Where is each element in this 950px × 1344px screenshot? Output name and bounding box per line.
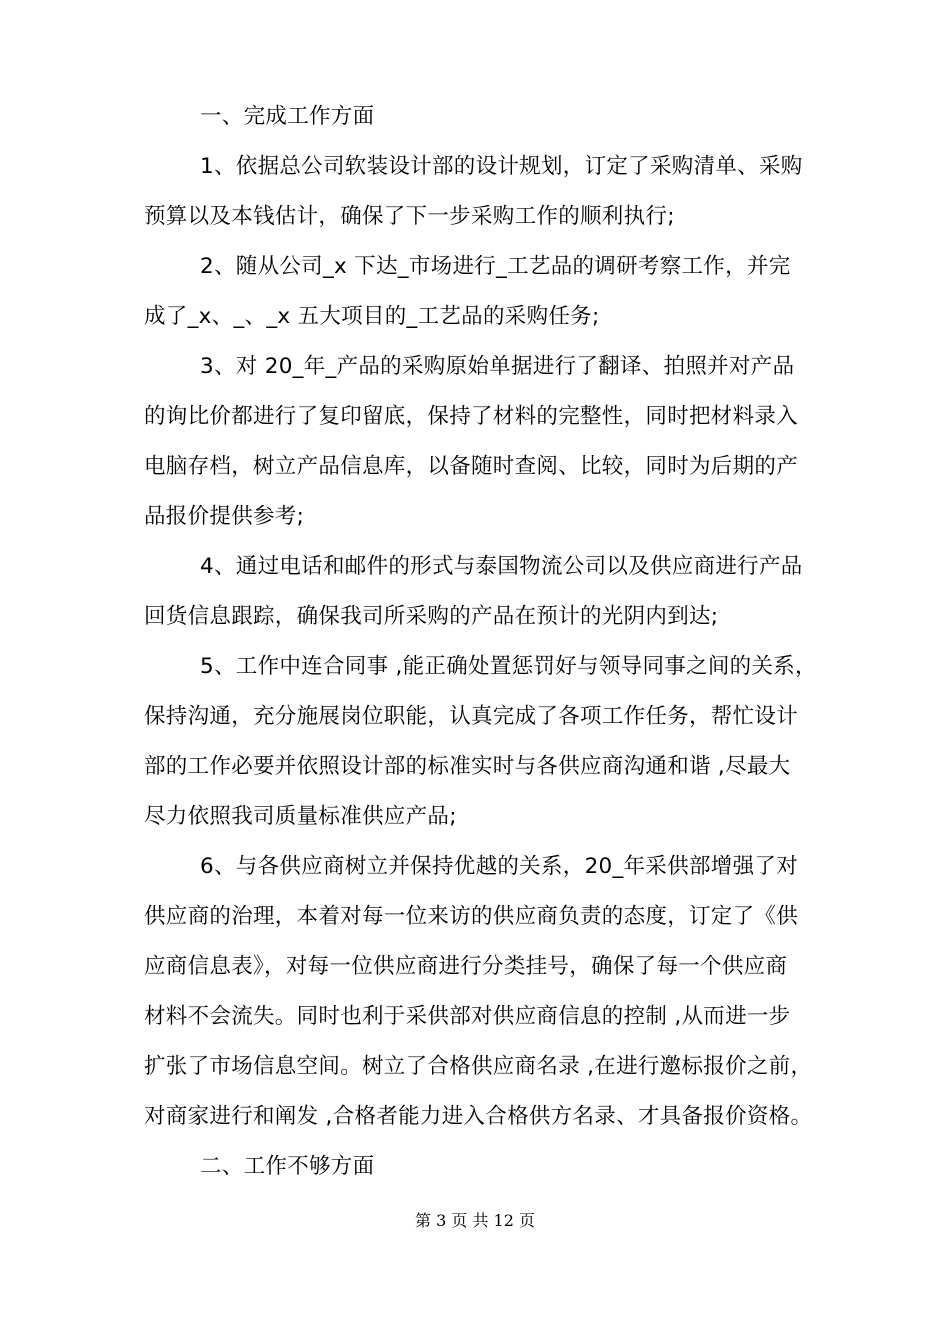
paragraph-line: 4、通过电话和邮件的形式与泰国物流公司以及供应商进行产品	[200, 554, 803, 579]
paragraph-line: 品报价提供参考;	[144, 504, 305, 529]
paragraph-line: 回货信息跟踪，确保我司所采购的产品在预计的光阴内到达;	[144, 604, 719, 629]
paragraph-line: 3、对 20_年_产品的采购原始单据进行了翻译、拍照并对产品	[200, 354, 795, 379]
paragraph-line: 2、随从公司_x 下达_市场进行_工艺品的调研考察工作，并完	[200, 254, 791, 279]
paragraph-line: 尽力依照我司质量标准供应产品;	[144, 804, 457, 829]
section-heading-2: 二、工作不够方面	[200, 1154, 375, 1179]
paragraph-line: 预算以及本钱估计，确保了下一步采购工作的顺利执行;	[144, 204, 675, 229]
paragraph-line: 电脑存档，树立产品信息库，以备随时查阅、比较，同时为后期的产	[144, 454, 799, 479]
paragraph-line: 扩张了市场信息空间。树立了合格供应商名录 ,在进行邀标报价之前，	[144, 1054, 813, 1079]
paragraph-line: 6、与各供应商树立并保持优越的关系，20_年采供部增强了对	[200, 854, 798, 879]
paragraph-line: 成了_x、_、_x 五大项目的_工艺品的采购任务;	[144, 304, 600, 329]
paragraph-line: 的询比价都进行了复印留底，保持了材料的完整性，同时把材料录入	[144, 404, 799, 429]
paragraph-line: 部的工作必要并依照设计部的标准实时与各供应商沟通和谐 ,尽最大	[144, 754, 791, 779]
paragraph-line: 5、工作中连合同事 ,能正确处置惩罚好与领导同事之间的关系，	[200, 654, 817, 679]
paragraph-line: 保持沟通，充分施展岗位职能，认真完成了各项工作任务，帮忙设计	[144, 704, 799, 729]
section-heading-1: 一、完成工作方面	[200, 104, 375, 129]
paragraph-line: 1、依据总公司软装设计部的设计规划，订定了采购清单、采购	[200, 154, 803, 179]
paragraph-line: 供应商的治理，本着对每一位来访的供应商负责的态度，订定了《供	[144, 904, 799, 929]
paragraph-line: 应商信息表》，对每一位供应商进行分类挂号，确保了每一个供应商	[144, 954, 788, 979]
paragraph-line: 对商家进行和阐发 ,合格者能力进入合格供方名录、才具备报价资格。	[144, 1104, 813, 1129]
page-footer: 第 3 页 共 12 页	[415, 1211, 535, 1230]
paragraph-line: 材料不会流失。同时也利于采供部对供应商信息的控制 ,从而进一步	[144, 1004, 791, 1029]
